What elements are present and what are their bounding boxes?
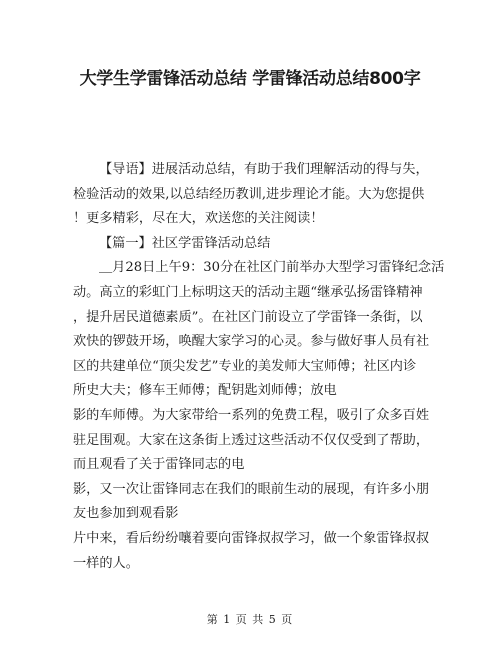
body-line: ＿月28日上午9：30分在社区门前举办大型学习雷锋纪念活	[99, 260, 445, 276]
body-line: 检验活动的效果,以总结经历教训,进步理论才能。大为您提供	[73, 186, 425, 202]
body-line: 影，又一次让雷锋同志在我们的眼前生动的展现，有许多小朋	[73, 481, 430, 497]
body-line: 一样的人。	[73, 555, 139, 571]
body-line: 欢快的锣鼓开场，唤醒大家学习的心灵。参与做好事人员有社	[73, 334, 430, 350]
body-line: ，提升居民道德素质”。在社区门前设立了学雷锋一条街，以	[73, 309, 423, 325]
body-line: 【导语】进展活动总结，有助于我们理解活动的得与失，	[99, 162, 429, 177]
body-line: 片中来，看后纷纷嚷着要向雷锋叔叔学习，做一个象雷锋叔叔	[73, 530, 430, 546]
section-heading: 【篇一】社区学雷锋活动总结	[99, 235, 271, 251]
page-footer: 第 1 页 共 5 页	[206, 613, 294, 626]
document-body	[73, 158, 445, 576]
body-line: 友也参加到观看影	[73, 506, 179, 522]
body-line: 所史大夫；修车王师傅；配钥匙刘师傅；放电	[73, 383, 337, 399]
document-title: 大学生学雷锋活动总结 学雷锋活动总结800字	[79, 69, 421, 89]
body-line: ！更多精彩，尽在大，欢送您的关注阅读！	[73, 211, 324, 227]
body-line: 而且观看了关于雷锋同志的电	[73, 457, 245, 473]
body-line: 动。高立的彩虹门上标明这天的活动主题“继承弘扬雷锋精神	[73, 284, 423, 300]
body-line: 驻足围观。大家在这条街上透过这些活动不仅仅受到了帮助，	[73, 432, 430, 448]
body-line: 区的共建单位“顶尖发艺”专业的美发师大宝师傅；社区内诊	[73, 358, 417, 374]
body-line: 影的车师傅。为大家带给一系列的免费工程，吸引了众多百姓	[73, 407, 430, 423]
